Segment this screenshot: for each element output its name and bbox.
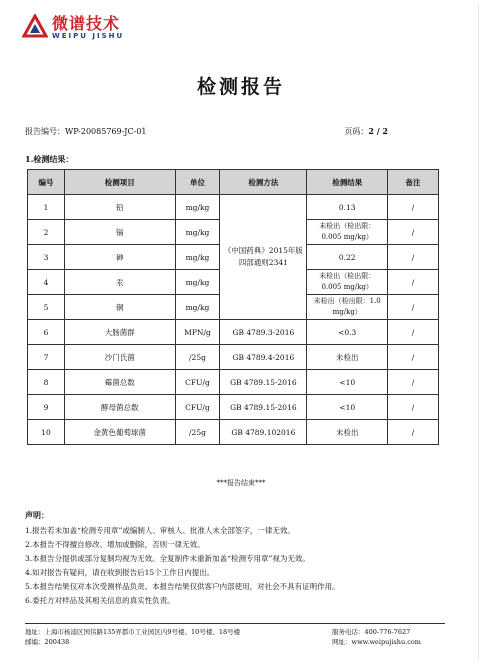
table-row bbox=[28, 420, 439, 445]
cell-note: / bbox=[388, 295, 439, 320]
declaration-list bbox=[25, 524, 340, 608]
logo-name-cn: 微谱技术 bbox=[52, 13, 121, 33]
cell-unit: mg/kg bbox=[175, 270, 220, 295]
report-number bbox=[25, 126, 147, 137]
cell-note: / bbox=[388, 195, 439, 220]
cell-note: / bbox=[388, 370, 439, 395]
footer-divider bbox=[25, 623, 445, 624]
cell-note: / bbox=[388, 395, 439, 420]
cell-item: 酵母菌总数 bbox=[64, 395, 175, 420]
declaration-item: 2.本报告不得擅自修改、增加或删除，否则一律无效。 bbox=[25, 540, 205, 549]
page-number-label: 页码： bbox=[344, 127, 369, 136]
table-row bbox=[28, 195, 439, 220]
declaration-item: 6.委托方对样品及其相关信息的真实性负责。 bbox=[25, 596, 175, 605]
cell-note: / bbox=[388, 270, 439, 295]
results-table bbox=[27, 169, 439, 445]
declaration-item: 5.本报告结果仅对本次受测样品负责。本报告结果仅供客户内部使用，对社会不具有证明作用。 bbox=[25, 582, 340, 591]
header-result: 检测结果 bbox=[307, 170, 388, 195]
cell-method: GB 4789.15-2016 bbox=[220, 370, 307, 395]
table-header-row bbox=[28, 170, 439, 195]
cell-item: 镉 bbox=[64, 220, 175, 245]
cell-item: 霉菌总数 bbox=[64, 370, 175, 395]
cell-item: 砷 bbox=[64, 245, 175, 270]
declaration-item: 3.本报告分提供或部分复制均视为无效。全复制件未重新加盖“检测专用章”视为无效。 bbox=[25, 554, 310, 563]
footer-address: 地址：上海市杨浦区国伟路135弄都市工业园区内9号楼、10号楼、18号楼 bbox=[25, 628, 241, 636]
cell-item: 金黄色葡萄球菌 bbox=[64, 420, 175, 445]
cell-unit: mg/kg bbox=[175, 245, 220, 270]
cell-method: GB 4789.4-2016 bbox=[220, 345, 307, 370]
header-note: 备注 bbox=[388, 170, 439, 195]
page-number bbox=[344, 126, 388, 137]
cell-item: 沙门氏菌 bbox=[64, 345, 175, 370]
header-item: 检测项目 bbox=[64, 170, 175, 195]
report-number-label: 报告编号： bbox=[25, 127, 65, 136]
cell-no: 8 bbox=[28, 370, 65, 395]
cell-unit: CFU/g bbox=[175, 395, 220, 420]
cell-result: 0.22 bbox=[307, 245, 388, 270]
declaration-item: 1.报告若未加盖“检测专用章”或编制人、审核人、批准人未全部签字，一律无效。 bbox=[25, 526, 295, 535]
logo-mark-icon bbox=[22, 14, 48, 40]
cell-result: <0.3 bbox=[307, 320, 388, 345]
cell-unit: /25g bbox=[175, 345, 220, 370]
footer-hotline: 服务电话：400-776-7627 bbox=[332, 628, 411, 636]
table-row bbox=[28, 395, 439, 420]
cell-item: 汞 bbox=[64, 270, 175, 295]
cell-result: 未检出（检出限：1.0 mg/kg） bbox=[307, 295, 388, 320]
cell-unit: CFU/g bbox=[175, 370, 220, 395]
company-logo bbox=[22, 14, 124, 40]
cell-no: 6 bbox=[28, 320, 65, 345]
cell-no: 3 bbox=[28, 245, 65, 270]
section-title: 1.检测结果： bbox=[25, 154, 74, 164]
cell-result: <10 bbox=[307, 370, 388, 395]
cell-method: GB 4789.102016 bbox=[220, 420, 307, 445]
cell-result: 0.13 bbox=[307, 195, 388, 220]
cell-note: / bbox=[388, 345, 439, 370]
cell-result: 未检出 bbox=[307, 345, 388, 370]
cell-note: / bbox=[388, 245, 439, 270]
table-row bbox=[28, 370, 439, 395]
cell-no: 1 bbox=[28, 195, 65, 220]
cell-item: 铜 bbox=[64, 295, 175, 320]
cell-unit: MPN/g bbox=[175, 320, 220, 345]
cell-method-merged: 《中国药典》2015年版四部通则2341 bbox=[220, 195, 307, 320]
report-end-marker: ***报告结束*** bbox=[216, 479, 266, 487]
declaration-title: 声明： bbox=[25, 510, 49, 520]
cell-no: 2 bbox=[28, 220, 65, 245]
cell-note: / bbox=[388, 420, 439, 445]
report-number-value: WP-20085769-JC-01 bbox=[65, 127, 147, 136]
cell-result: 未检出（检出限：0.005 mg/kg） bbox=[307, 220, 388, 245]
report-page bbox=[4, 4, 479, 660]
cell-unit: mg/kg bbox=[175, 195, 220, 220]
cell-result: 未检出 bbox=[307, 420, 388, 445]
cell-no: 10 bbox=[28, 420, 65, 445]
cell-no: 7 bbox=[28, 345, 65, 370]
cell-no: 4 bbox=[28, 270, 65, 295]
page-number-value: 2 / 2 bbox=[368, 126, 388, 136]
report-title: 检测报告 bbox=[196, 76, 285, 98]
footer-website: 网址：www.weipujishu.com bbox=[332, 638, 421, 646]
header-no: 编号 bbox=[28, 170, 65, 195]
cell-item: 大肠菌群 bbox=[64, 320, 175, 345]
cell-unit: mg/kg bbox=[175, 220, 220, 245]
footer-postcode: 邮编：200438 bbox=[25, 638, 70, 646]
cell-result: <10 bbox=[307, 395, 388, 420]
cell-unit: mg/kg bbox=[175, 295, 220, 320]
cell-note: / bbox=[388, 320, 439, 345]
table-row bbox=[28, 320, 439, 345]
cell-note: / bbox=[388, 220, 439, 245]
header-unit: 单位 bbox=[175, 170, 220, 195]
declaration-item: 4.如对报告有疑问，请在收到报告后15个工作日内提出。 bbox=[25, 568, 215, 577]
logo-name-en: WEIPU JISHU bbox=[52, 31, 125, 40]
cell-no: 9 bbox=[28, 395, 65, 420]
cell-unit: /25g bbox=[175, 420, 220, 445]
cell-item: 铅 bbox=[64, 195, 175, 220]
cell-no: 5 bbox=[28, 295, 65, 320]
cell-result: 未检出（检出限：0.005 mg/kg） bbox=[307, 270, 388, 295]
cell-method: GB 4789.15-2016 bbox=[220, 395, 307, 420]
cell-method: GB 4789.3-2016 bbox=[220, 320, 307, 345]
header-method: 检测方法 bbox=[220, 170, 307, 195]
table-row bbox=[28, 345, 439, 370]
